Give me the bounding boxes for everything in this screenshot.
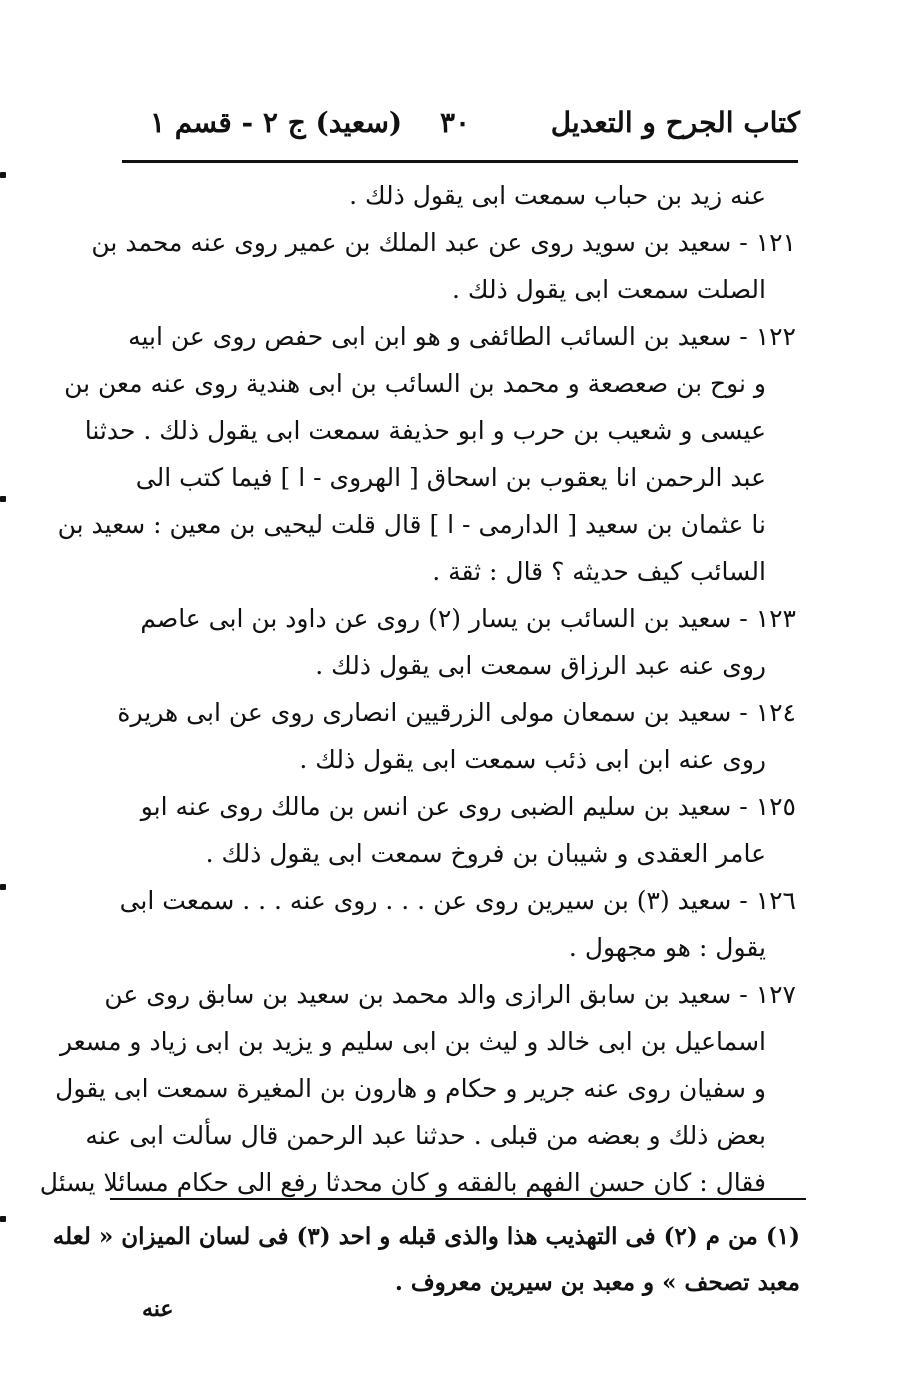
- text-line: نا عثمان بن سعيد [ الدارمى - ا ] قال قلت ليحيى بن معين : سعيد بن: [57, 510, 766, 539]
- entry-line: ١٢٥ - سعيد بن سليم الضبى روى عن انس بن مالك روى عنه ابو: [140, 792, 796, 821]
- entry-line: ١٢٤ - سعيد بن سمعان مولى الزرقيين انصارى روى عن ابى هريرة: [117, 698, 796, 727]
- text-line: يقول : هو مجهول .: [568, 933, 766, 962]
- text-line: اسماعيل بن ابى خالد و ليث بن ابى سليم و يزيد بن ابى زياد و مسعر: [59, 1027, 766, 1056]
- text-line: روى عنه ابن ابى ذئب سمعت ابى يقول ذلك .: [299, 745, 766, 774]
- text-line: عامر العقدى و شيبان بن فروخ سمعت ابى يقول ذلك .: [205, 839, 766, 868]
- edge-mark: [0, 1216, 6, 1222]
- edge-mark: [0, 884, 6, 890]
- section-label: (سعيد) ج ٢ - قسم ١: [150, 106, 403, 139]
- entry-line: ١٢٧ - سعيد بن سابق الرازى والد محمد بن سعيد بن سابق روى عن: [104, 980, 796, 1009]
- running-header: [120, 100, 800, 150]
- entry-line: ١٢٣ - سعيد بن السائب بن يسار (٢) روى عن داود بن ابى عاصم: [140, 604, 796, 633]
- page-number: ٣٠: [440, 106, 471, 139]
- text-line: عيسى و شعيب بن حرب و ابو حذيفة سمعت ابى يقول ذلك . حدثنا: [84, 416, 766, 445]
- footnotes: [52, 1214, 800, 1306]
- edge-mark: [0, 172, 6, 178]
- entry-line: ١٢٦ - سعيد (٣) بن سيرين روى عن . . . روى عنه . . . سمعت ابى: [119, 886, 796, 915]
- footnote-line: (١) من م (٢) فى التهذيب هذا والذى قبله و احد (٣) فى لسان الميزان « لعله: [52, 1223, 800, 1250]
- footnote-rule: [110, 1198, 806, 1200]
- text-line: السائب كيف حديثه ؟ قال : ثقة .: [432, 557, 766, 586]
- main-text: [39, 172, 796, 1206]
- book-title: كتاب الجرح و التعديل: [550, 106, 800, 139]
- catchword: عنه: [142, 1296, 174, 1322]
- footnote-line: معبد تصحف » و معبد بن سيرين معروف .: [394, 1269, 800, 1296]
- text-line: و سفيان روى عنه جرير و حكام و هارون بن المغيرة سمعت ابى يقول: [55, 1074, 766, 1103]
- entry-line: ١٢١ - سعيد بن سويد روى عن عبد الملك بن عمير روى عنه محمد بن: [91, 228, 796, 257]
- entry-line: ١٢٢ - سعيد بن السائب الطائفى و هو ابن ابى حفص روى عن ابيه: [128, 322, 796, 351]
- text-line: عبد الرحمن انا يعقوب بن اسحاق [ الهروى - ا ] فيما كتب الى: [135, 463, 766, 492]
- text-line: و نوح بن صعصعة و محمد بن السائب بن ابى هندية روى عنه معن بن: [64, 369, 766, 398]
- text-line: روى عنه عبد الرزاق سمعت ابى يقول ذلك .: [315, 651, 766, 680]
- text-line: عنه زيد بن حباب سمعت ابى يقول ذلك .: [349, 181, 766, 210]
- header-rule: [122, 160, 798, 163]
- text-line: فقال : كان حسن الفهم بالفقه و كان محدثا رفع الى حكام مسائلا يسئل: [39, 1168, 766, 1197]
- text-line: الصلت سمعت ابى يقول ذلك .: [451, 275, 766, 304]
- text-line: بعض ذلك و بعضه من قبلى . حدثنا عبد الرحمن قال سألت ابى عنه: [85, 1121, 766, 1150]
- edge-mark: [0, 496, 6, 502]
